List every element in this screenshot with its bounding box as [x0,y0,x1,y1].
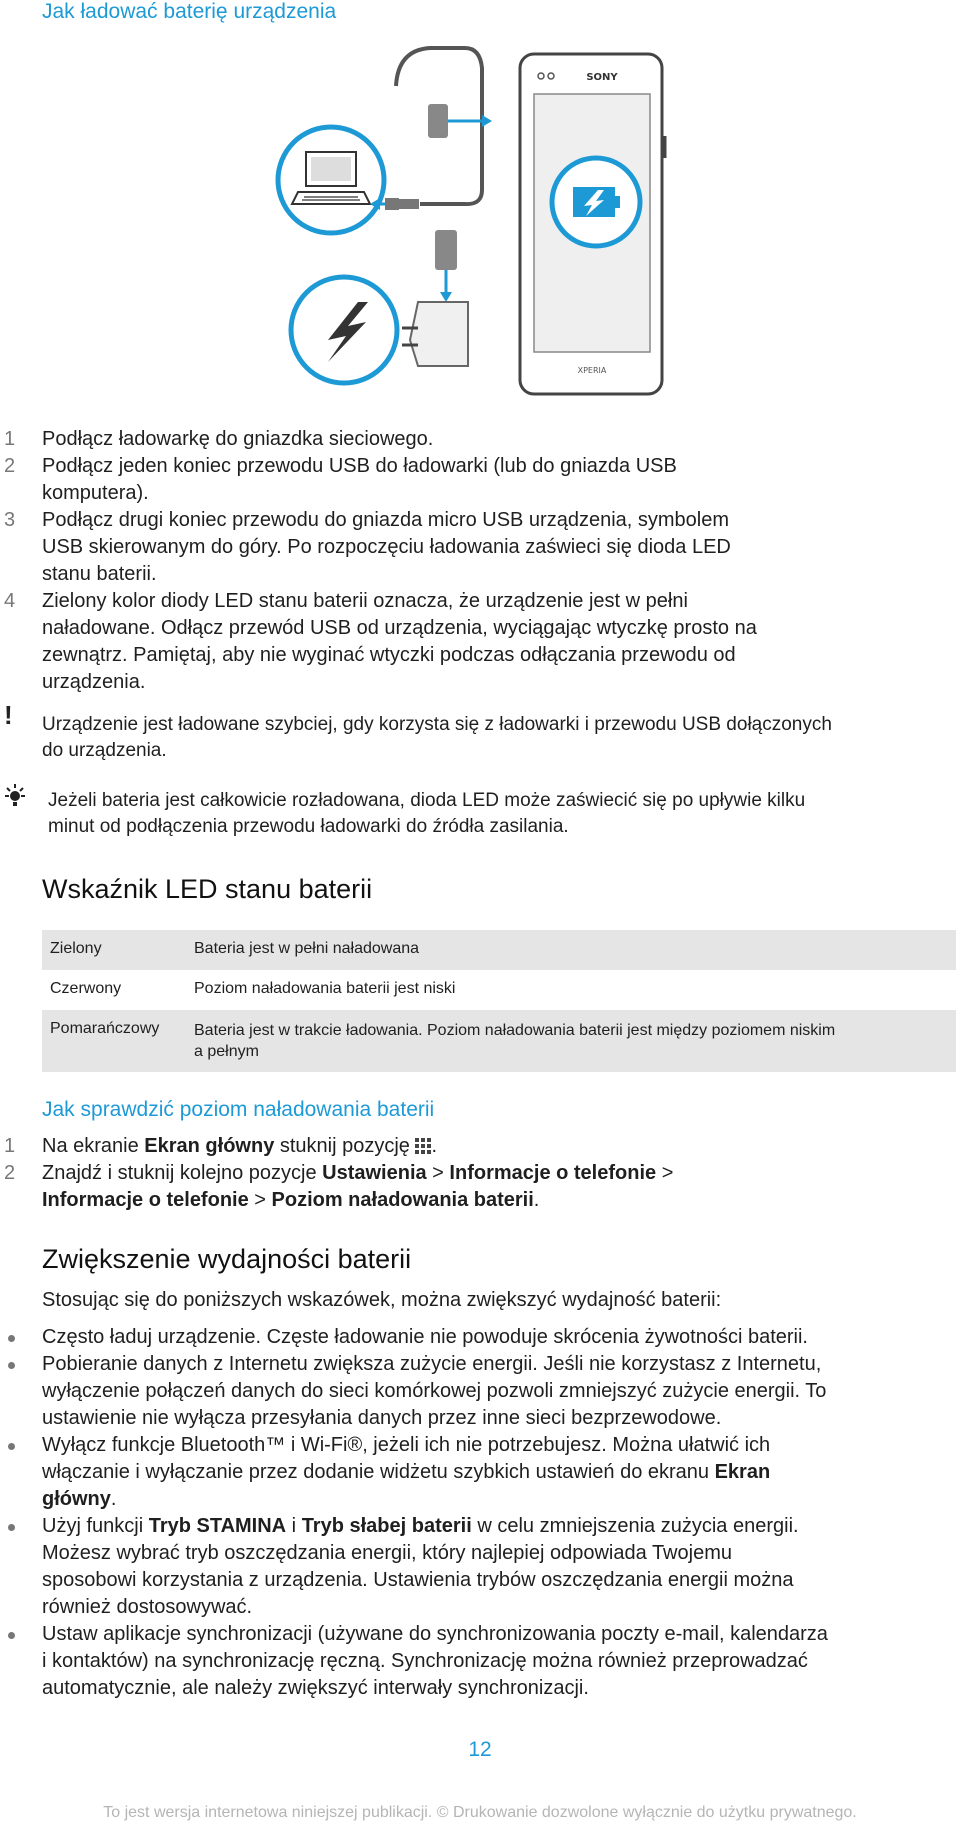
bullet-text: Wyłącz funkcje Bluetooth™ i Wi-Fi®, jeżeli ich nie potrzebujesz. Można ułatwić ich włączanie i wyłączanie przez dodanie widżetu szybkich ustawień do ekranu Ekran główny. [42,1434,771,1510]
apps-grid-icon [415,1138,431,1154]
perf-intro: Stosując się do poniższych wskazówek, można zwiększyć wydajność baterii: [42,1289,722,1311]
bullet-icon [8,1443,15,1450]
bullet-text: Ustaw aplikacje synchronizacji (używane do synchronizowania poczty e-mail, kalendarza i kontaktów) na synchronizację ręczną. Synchronizację można również przeprowadzać automatycznie, ale należy zwiększyć interwały synchronizacji. [42,1623,828,1699]
step-text: Podłącz ładowarkę do gniazdka sieciowego. [42,428,434,450]
led-color: Pomarańczowy [50,1020,160,1037]
led-desc: Bateria jest w pełni naładowana [194,940,420,957]
step-number: 3 [4,509,16,531]
charging-illustration [270,40,750,410]
step-text: Podłącz drugi koniec przewodu do gniazda micro USB urządzenia, symbolem USB skierowanym do góry. Po rozpoczęciu ładowania zaświeci się dioda LED stanu baterii. [42,509,731,585]
bullet-icon [8,1632,15,1639]
phone-icon [520,54,665,394]
step-text: Podłącz jeden koniec przewodu USB do ładowarki (lub do gniazda USB komputera). [42,455,677,504]
section-title: Jak ładować baterię urządzenia [42,0,337,23]
laptop-icon [278,127,384,233]
bullet-icon [8,1524,15,1531]
step-text: Zielony kolor diody LED stanu baterii oznacza, że urządzenie jest w pełni naładowane. Odłącz przewód USB od urządzenia, wyciągając wtyczkę prosto na zewnątrz. Pamiętaj, aby nie wyginać wtyczki podczas odłączania przewodu od urządzenia. [42,590,757,693]
led-color: Zielony [50,940,102,957]
note-text: Urządzenie jest ładowane szybciej, gdy korzysta się z ładowarki i przewodu USB dołączonych do urządzenia. [42,714,832,761]
bullet-icon [8,1335,15,1342]
tip-text: Jeżeli bateria jest całkowicie rozładowana, dioda LED może zaświecić się po upływie kilku minut od podłączenia przewodu ładowarki do źródła zasilania. [48,790,806,837]
step-number: 4 [4,590,16,612]
page-number: 12 [468,1738,492,1761]
step-number: 1 [4,1135,16,1157]
model-label: XPERIA [577,366,607,375]
led-desc: Bateria jest w trakcie ładowania. Poziom naładowania baterii jest między poziomem niskim a pełnym [194,1022,836,1060]
lightbulb-icon [2,782,28,808]
bullet-text: Użyj funkcji Tryb STAMINA i Tryb słabej baterii w celu zmniejszenia zużycia energii. Możesz wybrać tryb oszczędzania energii, który najlepiej odpowiada Twojemu sposobowi korzystania z urządzenia. Ustawienia trybów oszczędzania energii można również dostosowywać. [42,1515,799,1618]
step-number: 1 [4,428,16,450]
led-row-bg [42,930,956,970]
perf-section-title: Zwiększenie wydajności baterii [42,1244,412,1274]
exclamation-icon: ! [4,700,13,730]
led-desc: Poziom naładowania baterii jest niski [194,980,456,997]
bullet-text: Pobieranie danych z Internetu zwiększa zużycie energii. Jeśli nie korzystasz z Internetu, wyłączenie połączeń danych do sieci komórkowej pozwoli zmniejszyć zużycie energii. To ustawienie nie wyłącza przesyłania danych przez inne sieci bezprzewodowe. [42,1353,827,1429]
step-number: 2 [4,455,16,477]
step-number: 2 [4,1162,16,1184]
led-section-title: Wskaźnik LED stanu baterii [42,874,373,904]
bullet-icon [8,1362,15,1369]
check-title: Jak sprawdzić poziom naładowania baterii [42,1098,435,1121]
step-text: Znajdź i stuknij kolejno pozycje Ustawienia > Informacje o telefonie > Informacje o telefonie > Poziom naładowania baterii. [42,1162,674,1211]
footer-text: To jest wersja internetowa niniejszej publikacji. © Drukowanie dozwolone wyłącznie do użytku prywatnego. [103,1804,857,1821]
bullet-text: Często ładuj urządzenie. Częste ładowanie nie powoduje skrócenia żywotności baterii. [42,1326,808,1348]
brand-label: SONY [586,72,618,83]
led-color: Czerwony [50,980,122,997]
step-text: Na ekranie Ekran główny stuknij pozycję . [42,1135,438,1157]
